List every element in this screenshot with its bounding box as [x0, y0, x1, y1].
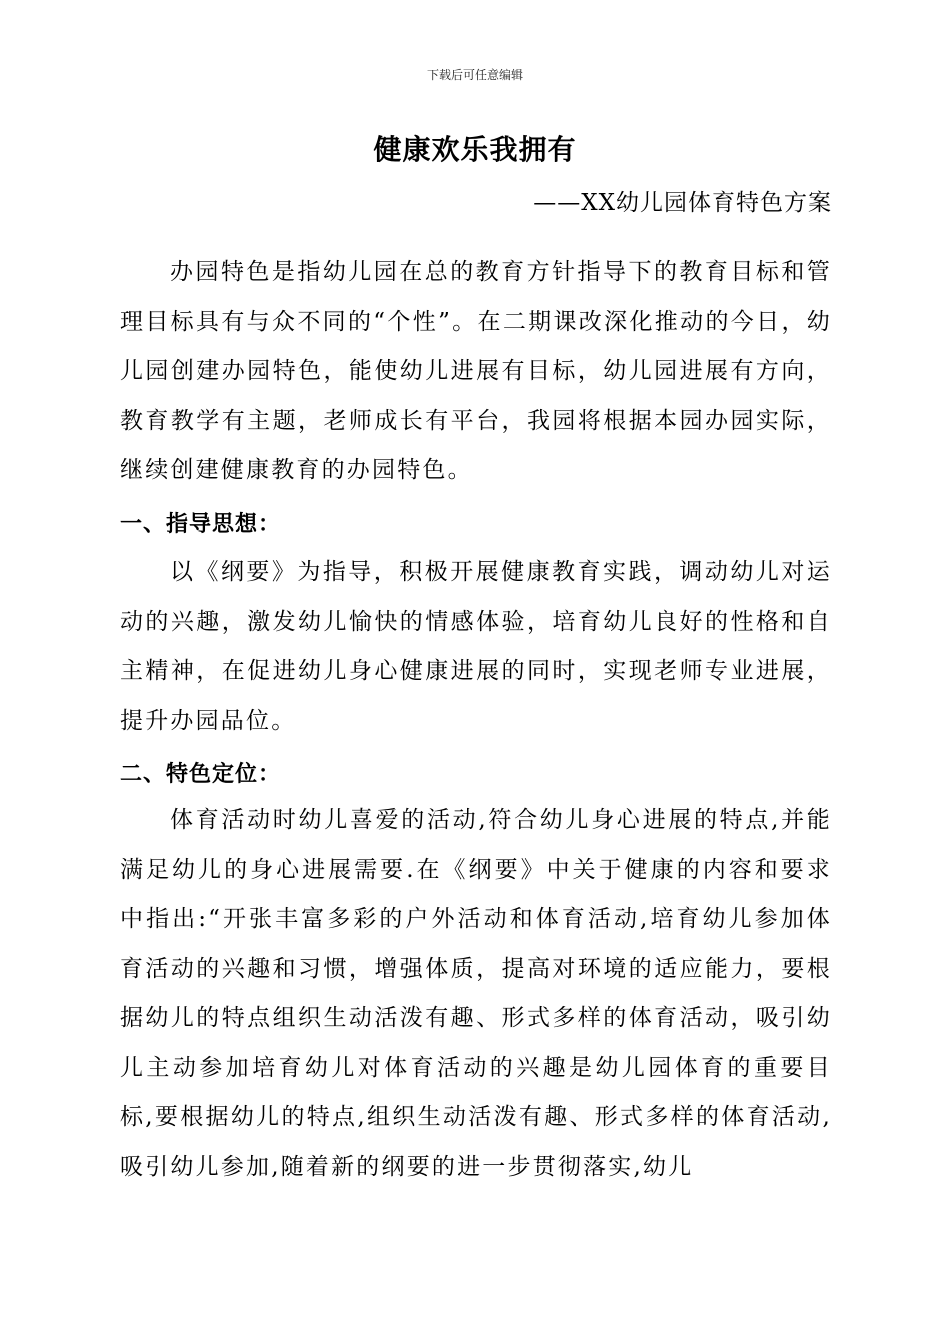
- section-1-heading: 一、指导思想：: [120, 512, 282, 537]
- intro-paragraph: 办园特色是指幼儿园在总的教育方针指导下的教育目标和管理目标具有与众不同的“个性”。在二期课改深化推动的今日，幼儿园创建办园特色，能使幼儿进展有目标，幼儿园进展有方向，教育教学有主题，老师成长有平台，我园将根据本园办园实际，继续创建健康教育的办园特色。: [120, 259, 832, 483]
- section-1-body-block: [120, 548, 832, 746]
- section-2-heading: 二、特色定位：: [120, 762, 282, 787]
- document-subtitle: ——XX幼儿园体育特色方案: [533, 190, 832, 216]
- section-2: [120, 750, 832, 800]
- header-note: 下载后可任意编辑: [426, 68, 523, 82]
- section-2-paragraph: 体育活动时幼儿喜爱的活动,符合幼儿身心进展的特点,并能满足幼儿的身心进展需要.在《纲要》中关于健康的内容和要求中指出:“开张丰富多彩的户外活动和体育活动,培育幼儿参加体育活动的兴趣和习惯，增强体质，提高对环境的适应能力，要根据幼儿的特点组织生动活泼有趣、形式多样的体育活动，吸引幼儿主动参加培育幼儿对体育活动的兴趣是幼儿园体育的重要目标,要根据幼儿的特点,组织生动活泼有趣、形式多样的体育活动,吸引幼儿参加,随着新的纲要的进一步贯彻落实,幼儿: [120, 807, 832, 1180]
- section-1: [120, 500, 832, 550]
- document-title: 健康欢乐我拥有: [373, 133, 577, 166]
- section-2-body-block: [120, 796, 832, 1192]
- section-1-paragraph: 以《纲要》为指导，积极开展健康教育实践，调动幼儿对运动的兴趣，激发幼儿愉快的情感体验，培育幼儿良好的性格和自主精神，在促进幼儿身心健康进展的同时，实现老师专业进展，提升办园品位。: [120, 559, 832, 734]
- intro-block: [120, 248, 832, 496]
